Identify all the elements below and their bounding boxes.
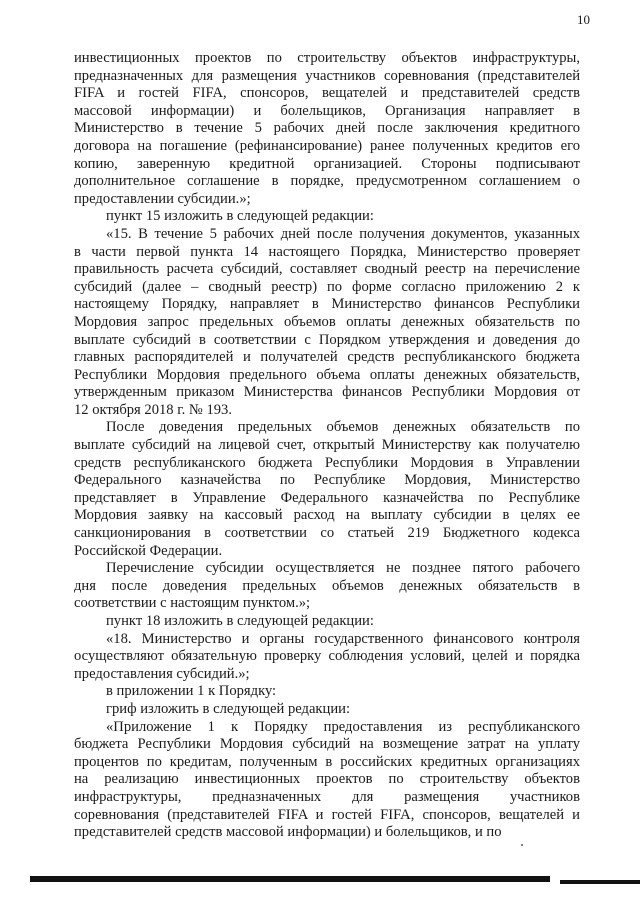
document-line: Федерального казначейства по Республике Мордовия, Министерство [74,472,580,489]
scan-border-bottom-right [560,880,640,884]
document-line: Мордовия запрос предельных объемов оплаты денежных обязательств по [74,313,580,330]
document-line: выплате субсидий в соответствии с Порядком утверждения и доведения до [74,331,580,348]
document-body [74,50,580,842]
document-line: После доведения предельных объемов денежных обязательств по [106,419,580,436]
document-line: дополнительное соглашение в порядке, предусмотренном соглашением о [74,173,580,190]
document-line: пункт 18 изложить в следующей редакции: [106,613,374,629]
document-line: бюджета Республики Мордовия субсидий на возмещение затрат на уплату [74,736,580,753]
document-line: договора на погашение (рефинансирование) ранее полученных кредитов его [74,137,580,154]
document-line: в части первой пункта 14 настоящего Порядка, Министерство проверяет [74,243,580,260]
document-line: на реализацию инвестиционных проектов по строительству объектов [74,771,580,788]
document-line: представителей средств массовой информации) и болельщиков, и по [74,824,502,841]
document-line: санкционирования в соответствии со статьей 219 Бюджетного кодекса [74,525,580,542]
document-line: «18. Министерство и органы государственного финансового контроля [106,630,580,647]
document-line: средств республиканского бюджета Республики Мордовия в Управлении [74,454,580,471]
document-line: выплате субсидий на лицевой счет, открытый Министерству как получателю [74,437,580,454]
document-line: соревнования (представителей FIFA и гостей FIFA, спонсоров, вещателей и [74,806,580,823]
document-line: массовой информации) и болельщиков, Организация направляет в [74,102,580,119]
document-line: представляет в Управление Федерального казначейства по Республике [74,489,580,506]
document-line: предоставления субсидий.»; [74,665,250,682]
document-line: предоставлении субсидии.»; [74,190,251,207]
document-line: гриф изложить в следующей редакции: [106,700,351,717]
document-line: Министерство в течение 5 рабочих дней после заключения кредитного [74,120,580,137]
scan-speck [521,844,523,846]
document-line: утвержденным приказом Министерства финансов Республики Мордовия от [74,384,580,401]
document-line: Российской Федерации. [74,542,223,559]
document-line: инвестиционных проектов по строительству объектов инфраструктуры, [74,50,580,66]
document-line: процентов по кредитам, полученным в российских кредитных организациях [74,753,580,770]
document-line: дня после доведения предельных объемов денежных обязательств в [74,577,580,594]
document-line: субсидий (далее – сводный реестр) по форме согласно приложению 2 к [74,278,580,295]
document-line: соответствии с настоящим пунктом.»; [74,595,311,612]
document-line: предназначенных для размещения участников соревнования (представителей [74,67,580,84]
document-line: копию, заверенную кредитной организацией. Стороны подписывают [74,155,580,172]
document-line: 12 октября 2018 г. № 193. [74,401,233,418]
document-line: Мордовия заявку на кассовый расход на выплату субсидии в целях ее [74,507,580,524]
document-line: «Приложение 1 к Порядку предоставления из республиканского [106,718,580,735]
scan-border-bottom [30,876,550,882]
page-number: 10 [577,12,590,27]
document-line: главных распорядителей и получателей средств республиканского бюджета [74,349,580,366]
document-line: инфраструктуры, предназначенных для размещения участников [74,788,580,805]
document-line: в приложении 1 к Порядку: [106,683,277,700]
document-line: FIFA и гостей FIFA, спонсоров, вещателей и представителей средств [74,85,580,102]
document-line: Перечисление субсидии осуществляется не позднее пятого рабочего [106,560,580,577]
document-line: осуществляют обязательную проверку соблюдения условий, целей и порядка [74,648,580,665]
document-line: «15. В течение 5 рабочих дней после получения документов, указанных [106,225,580,242]
document-line: правильность расчета субсидий, составляет сводный реестр на перечисление [74,261,580,278]
document-line: пункт 15 изложить в следующей редакции: [106,208,374,225]
document-line: Республики Мордовия предельного объема оплаты денежных обязательств, [74,366,580,383]
document-line: настоящему Порядку, направляет в Министерство финансов Республики [74,296,580,313]
